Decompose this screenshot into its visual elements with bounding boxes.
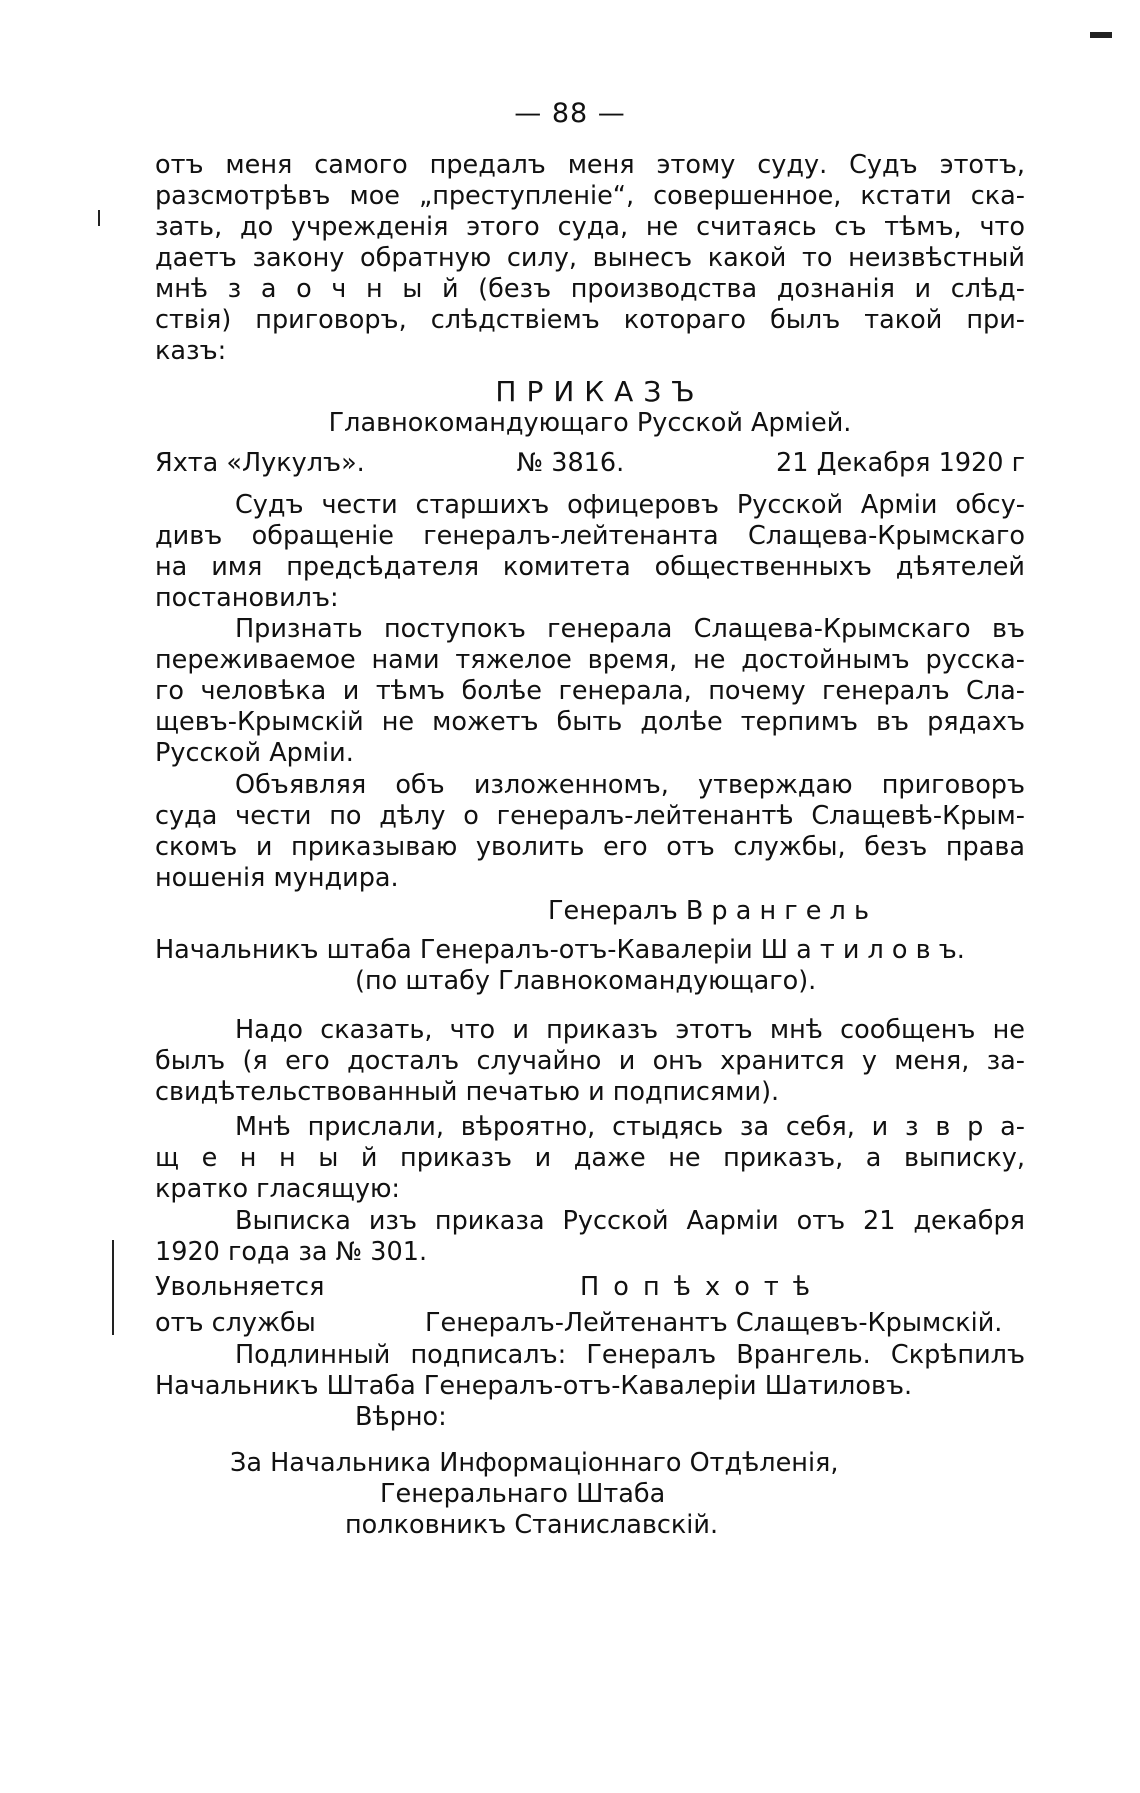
text-line: разсмотрѣвъ мое „преступленіе“, совершенное, кстати ска- xyxy=(155,181,1025,211)
text-line: Надо сказать, что и приказъ этотъ мнѣ сообщенъ не xyxy=(235,1015,1025,1045)
order-body-1 xyxy=(155,490,1025,614)
text-line: зать, до учрежденія этого суда, не считаясь съ тѣмъ, что xyxy=(155,212,1025,242)
text-line: щ е н н ы й приказъ и даже не приказъ, а выписку, xyxy=(155,1143,1025,1173)
signature-general xyxy=(548,896,948,927)
text-line: Подлинный подписалъ: Генералъ Врангель. Скрѣпилъ xyxy=(235,1340,1025,1370)
extract-row-right: Генералъ-Лейтенантъ Слащевъ-Крымскій. xyxy=(425,1308,1003,1338)
chief-of-staff xyxy=(155,935,1025,997)
extract-row-1 xyxy=(155,1272,1025,1306)
text-line: Генеральнаго Штаба xyxy=(380,1479,666,1509)
extract-row-2 xyxy=(155,1308,1025,1342)
text-line: переживаемое нами тяжелое время, не достойнымъ русска- xyxy=(155,645,1025,675)
signed-block xyxy=(155,1340,1025,1433)
paragraph-after-1 xyxy=(155,1015,1025,1108)
text-line: ношенія мундира. xyxy=(155,863,399,893)
text-line: Вѣрно: xyxy=(355,1402,447,1432)
text-line: Начальникъ штаба Генералъ-отъ-Кавалеріи Ш а т и л о в ъ. xyxy=(155,935,965,965)
order-number: № 3816. xyxy=(516,448,625,478)
order-subtitle: Главнокомандующаго Русской Арміей. xyxy=(328,408,852,438)
text-line: (по штабу Главнокомандующаго). xyxy=(355,966,817,996)
extract-header xyxy=(155,1206,1025,1268)
order-body-3 xyxy=(155,770,1025,894)
text-line: Судъ чести старшихъ офицеровъ Русской Арміи обсу- xyxy=(235,490,1025,520)
order-date: 21 Декабря 1920 г xyxy=(776,448,1025,478)
text-line: Мнѣ прислали, вѣроятно, стыдясь за себя, и з в р а- xyxy=(235,1112,1025,1142)
intro-paragraph xyxy=(155,150,1025,367)
text-line: суда чести по дѣлу о генералъ-лейтенантѣ Слащевѣ-Крым- xyxy=(155,801,1025,831)
order-place: Яхта «Лукулъ». xyxy=(155,448,365,478)
text-line: скомъ и приказываю уволить его отъ службы, безъ права xyxy=(155,832,1025,862)
text-line: Начальникъ Штаба Генералъ-отъ-Кавалеріи Шатиловъ. xyxy=(155,1371,913,1401)
text-line: Признать поступокъ генерала Слащева-Крымскаго въ xyxy=(235,614,1025,644)
text-line: дивъ обращеніе генералъ-лейтенанта Слащева-Крымскаго xyxy=(155,521,1025,551)
extract-row-left: Увольняется xyxy=(155,1272,325,1302)
text-line: Русской Арміи. xyxy=(155,738,354,768)
order-body-2 xyxy=(155,614,1025,769)
text-line: го человѣка и тѣмъ болѣе генерала, почему генералъ Сла- xyxy=(155,676,1025,706)
text-line: Объявляя объ изложенномъ, утверждаю приговоръ xyxy=(235,770,1025,800)
text-line: За Начальника Информаціоннаго Отдѣленія, xyxy=(230,1448,839,1478)
text-line: казъ: xyxy=(155,336,227,366)
text-line: Генералъ В р а н г е л ь xyxy=(548,896,869,926)
text-line: кратко гласящую: xyxy=(155,1174,401,1204)
extract-row-left: отъ службы xyxy=(155,1308,316,1338)
footer-signature xyxy=(230,1448,930,1541)
text-line: на имя предсѣдателя комитета общественныхъ дѣятелей xyxy=(155,552,1025,582)
extract-row-right: П о п ѣ х о т ѣ xyxy=(580,1272,814,1302)
text-line: даетъ закону обратную силу, вынесъ какой то неизвѣстный xyxy=(155,243,1025,273)
scan-mark xyxy=(112,1240,114,1335)
order-title: ПРИКАЗЪ xyxy=(495,375,705,408)
text-line: мнѣ з а о ч н ы й (безъ производства дознанія и слѣд- xyxy=(155,274,1025,304)
text-line: былъ (я его досталъ случайно и онъ хранится у меня, за- xyxy=(155,1046,1025,1076)
text-line: ствія) приговоръ, слѣдствіемъ котораго былъ такой при- xyxy=(155,305,1025,335)
text-line: свидѣтельствованный печатью и подписями). xyxy=(155,1077,780,1107)
text-line: постановилъ: xyxy=(155,583,339,613)
text-line: Выписка изъ приказа Русской Аарміи отъ 21 декабря xyxy=(235,1206,1025,1236)
page-number: — 88 — xyxy=(514,98,626,129)
text-line: щевъ-Крымскій не можетъ быть долѣе терпимъ въ рядахъ xyxy=(155,707,1025,737)
text-line: 1920 года за № 301. xyxy=(155,1237,428,1267)
scan-mark xyxy=(1090,32,1112,38)
order-meta xyxy=(155,448,1025,478)
text-line: отъ меня самого предалъ меня этому суду. Судъ этотъ, xyxy=(155,150,1025,180)
text-line: полковникъ Станиславскій. xyxy=(345,1510,719,1540)
paragraph-after-2 xyxy=(155,1112,1025,1205)
scan-mark xyxy=(98,210,100,226)
